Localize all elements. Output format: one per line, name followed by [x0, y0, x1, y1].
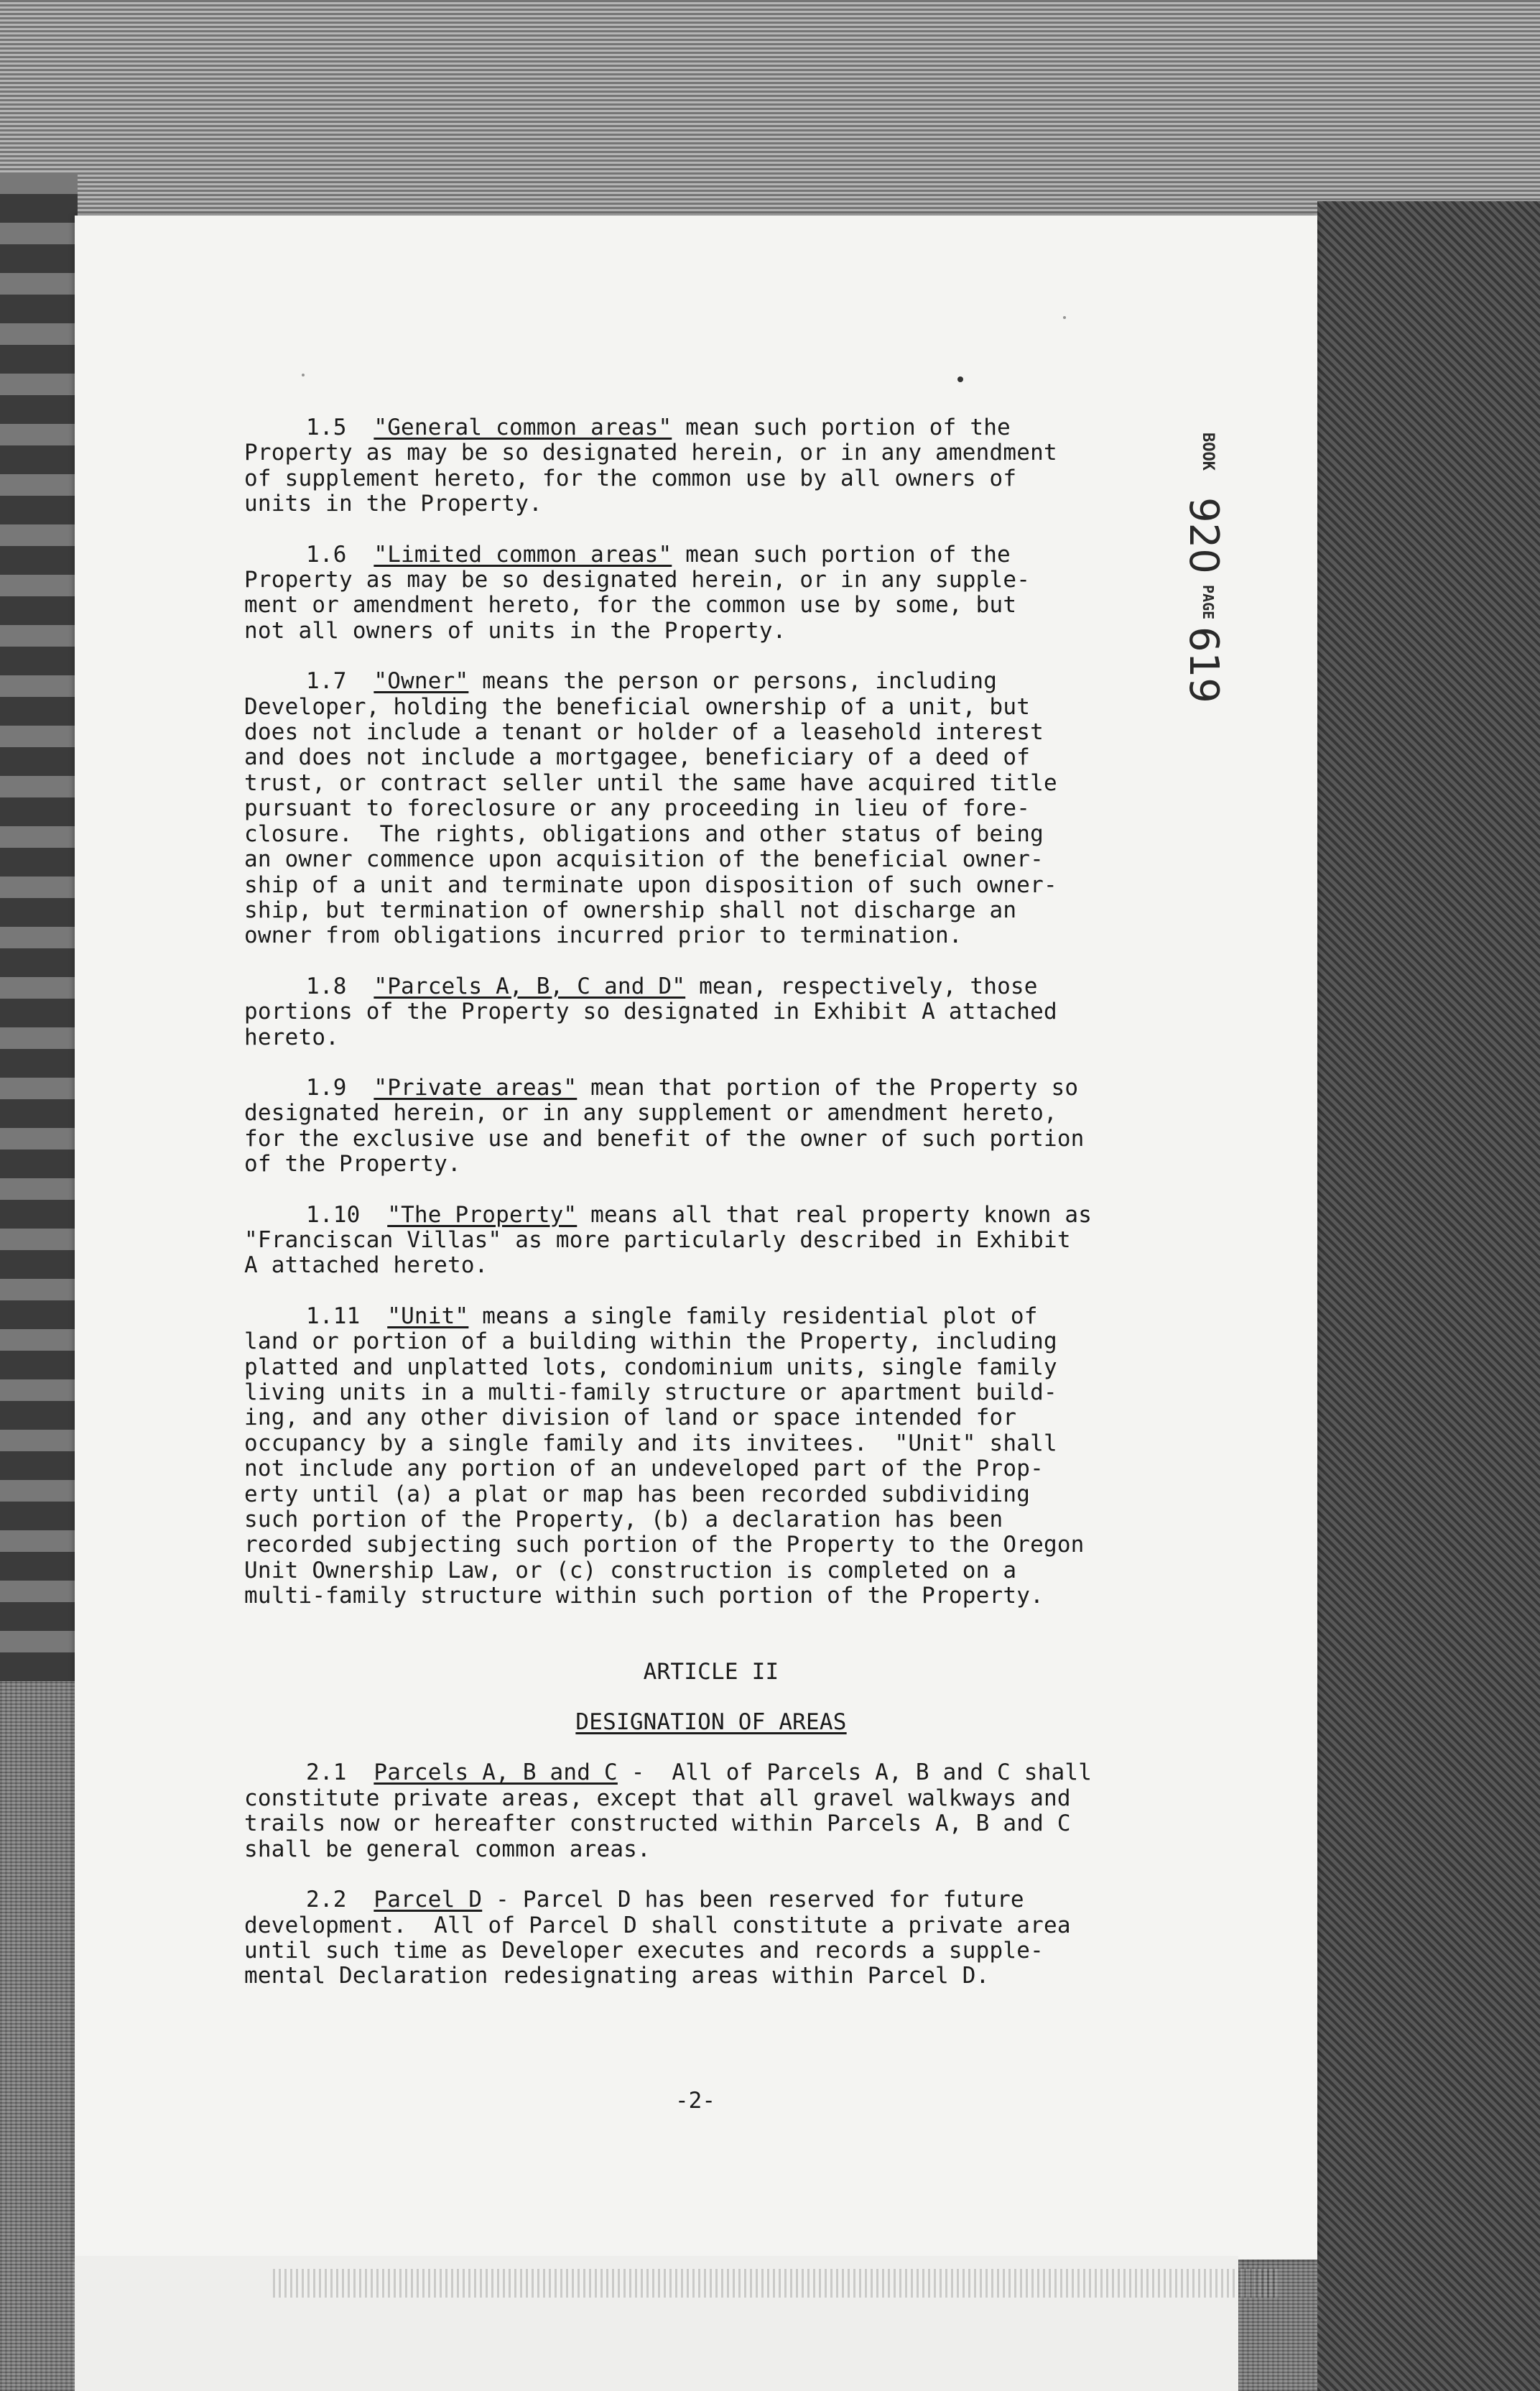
definition-paragraph-line: ment or amendment hereto, for the common use by some, but: [244, 592, 1017, 619]
definition-paragraph-line: of supplement hereto, for the common use by all owners of: [244, 465, 1017, 491]
definition-paragraph: [244, 1304, 1178, 1609]
definition-paragraph-number: 1.9: [306, 1074, 347, 1101]
definition-paragraph-term: "Limited common areas": [374, 541, 672, 568]
definition-paragraph-line: for the exclusive use and benefit of the owner of such portion: [244, 1125, 1085, 1152]
definition-paragraph-number: 1.10: [306, 1201, 361, 1228]
definition-paragraph-text: means all that real property known as: [577, 1201, 1093, 1228]
definition-paragraph-term: "Parcels A, B, C and D": [374, 973, 686, 999]
section-paragraph-line: until such time as Developer executes and records a supple-: [244, 1937, 1044, 1964]
definition-paragraph: [244, 415, 1178, 517]
section-paragraph-term: Parcel D: [374, 1887, 483, 1913]
stamp-page-number: 619: [1180, 626, 1227, 703]
definition-paragraph-line: and does not include a mortgagee, beneficiary of a deed of: [244, 744, 1031, 771]
definition-paragraph-text: mean, respectively, those: [685, 973, 1038, 999]
definition-paragraph-line: portions of the Property so designated in Exhibit A attached: [244, 999, 1057, 1025]
definition-paragraph-line: hereto.: [244, 1024, 340, 1050]
definition-paragraph-number: 1.6: [306, 541, 347, 568]
definition-paragraph-line: occupancy by a single family and its invitees. "Unit" shall: [244, 1430, 1057, 1456]
ink-speck: [1063, 316, 1066, 319]
section-paragraph-line: constitute private areas, except that all gravel walkways and: [244, 1785, 1071, 1811]
definition-paragraph-line: Property as may be so designated herein, or in any amendment: [244, 440, 1057, 466]
scan-right-noise: [1317, 201, 1540, 2391]
section-paragraph: [244, 1887, 1178, 1989]
definition-paragraph-line: not include any portion of an undeveloped part of the Prop-: [244, 1456, 1044, 1482]
definition-paragraph-line: an owner commence upon acquisition of the beneficial owner-: [244, 846, 1044, 873]
definition-paragraph-line: recorded subjecting such portion of the Property to the Oregon: [244, 1532, 1085, 1558]
definition-paragraph-number: 1.5: [306, 415, 347, 440]
definition-paragraph-line: ship, but termination of ownership shall not discharge an: [244, 897, 1017, 923]
definition-paragraph: [244, 1076, 1178, 1178]
book-page-stamp: [1179, 433, 1230, 706]
section-paragraph-number: 2.2: [306, 1887, 347, 1913]
ink-speck: [302, 374, 305, 376]
definition-paragraph-term: "General common areas": [374, 415, 672, 440]
definition-paragraph-line: land or portion of a building within the Property, including: [244, 1328, 1057, 1355]
scan-bottom-noise: [273, 2269, 1279, 2298]
section-paragraph-number: 2.1: [306, 1759, 347, 1786]
section-paragraph-term: Parcels A, B and C: [374, 1759, 618, 1786]
article-heading: ARTICLE II: [643, 1658, 779, 1685]
definition-paragraph-line: ship of a unit and terminate upon disposition of such owner-: [244, 871, 1057, 898]
stamp-page-label: PAGE: [1200, 585, 1217, 620]
definition-paragraph-term: "The Property": [387, 1201, 578, 1228]
definition-paragraph-line: "Franciscan Villas" as more particularly described in Exhibit: [244, 1226, 1071, 1253]
section-paragraph: [244, 1760, 1178, 1862]
definition-paragraph-line: pursuant to foreclosure or any proceeding in lieu of fore-: [244, 795, 1031, 822]
definition-paragraph-text: means a single family residential plot of: [468, 1303, 1038, 1329]
section-paragraph-line: shall be general common areas.: [244, 1836, 651, 1862]
definition-paragraph-text: mean such portion of the: [672, 541, 1011, 568]
definition-paragraph-term: "Owner": [374, 668, 469, 695]
definition-paragraph-line: does not include a tenant or holder of a leasehold interest: [244, 719, 1044, 746]
stamp-book-label: BOOK: [1199, 433, 1217, 471]
definition-paragraph-line: platted and unplatted lots, condominium units, single family: [244, 1354, 1057, 1380]
article-title: DESIGNATION OF AREAS: [575, 1709, 847, 1736]
document-body: [244, 415, 1178, 2015]
scan-top-noise: [0, 0, 1540, 216]
stamp-book-number: 920: [1180, 497, 1227, 574]
definition-paragraph-line: designated herein, or in any supplement or amendment hereto,: [244, 1100, 1057, 1127]
definition-paragraph-line: units in the Property.: [244, 491, 542, 517]
definition-paragraph-text: means the person or persons, including: [468, 668, 998, 695]
section-paragraph-text: - All of Parcels A, B and C shall: [617, 1759, 1093, 1786]
definition-paragraph-line: multi-family structure within such portion of the Property.: [244, 1583, 1044, 1609]
definition-paragraph: [244, 974, 1178, 1050]
definition-paragraph-line: ing, and any other division of land or space intended for: [244, 1405, 1017, 1431]
definition-paragraph-line: owner from obligations incurred prior to termination.: [244, 922, 962, 949]
page-number: -2-: [675, 2088, 715, 2114]
definition-paragraph-term: "Unit": [387, 1303, 469, 1329]
definition-paragraph-line: living units in a multi-family structure or apartment build-: [244, 1379, 1057, 1405]
definition-paragraph-line: not all owners of units in the Property.: [244, 617, 787, 644]
definition-paragraph: [244, 669, 1178, 948]
section-paragraph-line: mental Declaration redesignating areas within Parcel D.: [244, 1963, 990, 1989]
section-paragraph-line: development. All of Parcel D shall constitute a private area: [244, 1912, 1071, 1938]
definition-paragraph-term: "Private areas": [374, 1074, 578, 1101]
definition-paragraph-number: 1.11: [306, 1303, 361, 1329]
definition-paragraph-text: mean such portion of the: [672, 415, 1011, 440]
scan-left-binding: [0, 172, 78, 1681]
definition-paragraph-line: erty until (a) a plat or map has been recorded subdividing: [244, 1481, 1031, 1507]
definitions-list: [244, 415, 1178, 1609]
definition-paragraph-line: Unit Ownership Law, or (c) construction is completed on a: [244, 1557, 1017, 1583]
sections-list: [244, 1760, 1178, 1989]
definition-paragraph-line: A attached hereto.: [244, 1252, 488, 1279]
definition-paragraph-line: Developer, holding the beneficial ownership of a unit, but: [244, 693, 1031, 720]
definition-paragraph-line: closure. The rights, obligations and other status of being: [244, 820, 1044, 847]
definition-paragraph: [244, 1203, 1178, 1279]
definition-paragraph: [244, 542, 1178, 644]
ink-speck: [957, 376, 963, 382]
definition-paragraph-line: such portion of the Property, (b) a declaration has been: [244, 1507, 1003, 1533]
definition-paragraph-line: trust, or contract seller until the same have acquired title: [244, 769, 1057, 796]
definition-paragraph-number: 1.7: [306, 668, 347, 695]
section-paragraph-line: trails now or hereafter constructed within Parcels A, B and C: [244, 1810, 1071, 1837]
definition-paragraph-text: mean that portion of the Property so: [577, 1074, 1079, 1101]
definition-paragraph-number: 1.8: [306, 973, 347, 999]
section-paragraph-text: - Parcel D has been reserved for future: [482, 1887, 1024, 1913]
definition-paragraph-line: of the Property.: [244, 1151, 461, 1178]
definition-paragraph-line: Property as may be so designated herein, or in any supple-: [244, 567, 1031, 593]
